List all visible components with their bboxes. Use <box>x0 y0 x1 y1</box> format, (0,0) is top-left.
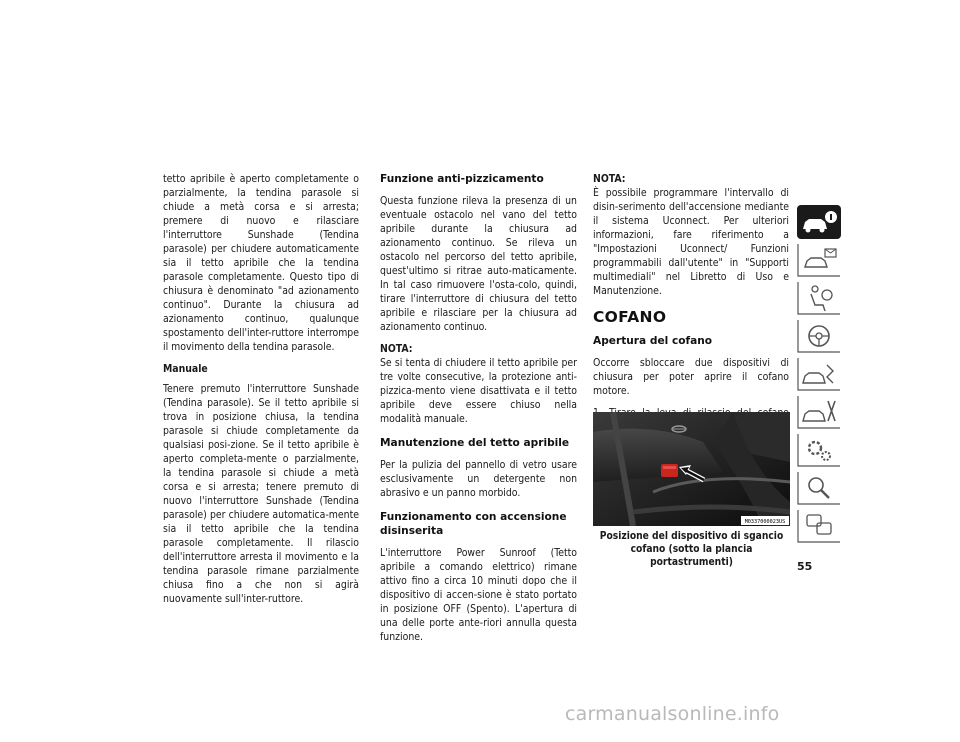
magnifier-icon <box>797 471 841 505</box>
text-column-2 <box>380 172 577 644</box>
tab-airbag-seat[interactable] <box>797 281 841 315</box>
subheading-manual: Manuale <box>163 363 208 375</box>
car-crash-icon <box>797 357 841 391</box>
note-label: NOTA: <box>380 343 413 355</box>
figure-caption: Posizione del dispositivo di sgancio cofano (sotto la plancia portastrumenti) <box>599 531 784 568</box>
heading-cofano: COFANO <box>593 308 667 326</box>
heading-hood-opening: Apertura del cofano <box>593 335 713 347</box>
note-text: È possibile programmare l'intervallo di disin-serimento dell'accensione mediante il sistema Uconnect. Per ulteriori informazioni, fare riferimento a "Impostazioni Uconnect/ Funzioni programmabili dall'utente" in "Supporti multimediali" nel Libretto di Uso e Manutenzione. <box>593 187 789 297</box>
paragraph: Tenere premuto l'interruttore Sunshade (Tendina parasole). Se il tetto apribile si trova in posizione chiusa, la tendina parasole si chiude completamente da qualsiasi posi-zione. Se il tetto apribile è aperto completa-mente o parzialmente, la tendina parasole si chiude a metà corsa e si arresta; tenere premuto di nuovo l'interruttore Sunshade (Tendina parasole) per chiudere automatica-mente sia il tetto apribile che la tendina parasole completamente. Il rilascio dell'interruttore arresta il movimento e la tendina parasole rimane parzialmente chiusa fino a che non si agirà nuovamente sull'inter-ruttore. <box>163 383 359 605</box>
car-message-icon <box>797 243 841 277</box>
tab-car-info[interactable] <box>797 205 841 239</box>
hood-release-lever <box>661 464 678 477</box>
car-tools-icon <box>797 395 841 429</box>
figure-code: M0337000023US <box>744 519 786 525</box>
tab-car-tools[interactable] <box>797 395 841 429</box>
paragraph: tetto apribile è aperto completamente o parzialmente, la tendina parasole si chiude a metà corsa e si arresta; premere di nuovo e rilasciare l'interruttore Sunshade (Tendina parasole) per chiudere automaticamente sia il tetto apribile che la tendina parasole completamente. Questo tipo di chiusura è denominato "ad azionamento continuo". Durante la chiusura ad azionamento continuo, qualunque spostamento dell'inter-ruttore interrompe il movimento della tendina parasole. <box>163 173 359 353</box>
tab-steering-wheel[interactable] <box>797 319 841 353</box>
steering-wheel-icon <box>797 319 841 353</box>
watermark: carmanualsonline.info <box>565 703 780 725</box>
tab-multilingual[interactable] <box>797 509 841 543</box>
hood-release-illustration <box>593 412 790 526</box>
paragraph: Per la pulizia del pannello di vetro usare esclusivamente un detergente non abrasivo e un panno morbido. <box>380 459 577 499</box>
paragraph: Occorre sbloccare due dispositivi di chiusura per poter aprire il cofano motore. <box>593 357 789 397</box>
hood-release-photo <box>593 412 790 526</box>
airbag-seat-icon <box>797 281 841 315</box>
note-text: Se si tenta di chiudere il tetto apribile per tre volte consecutive, la protezione anti-pizzica-mento viene disattivata e il tetto apribile deve essere chiuso nella modalità manuale. <box>380 357 577 425</box>
car-info-icon <box>797 205 841 239</box>
heading-anti-pinch: Funzione anti-pizzicamento <box>380 173 544 185</box>
heading-sunroof-maintenance: Manutenzione del tetto apribile <box>380 437 570 449</box>
multilingual-icon <box>797 509 841 543</box>
tab-car-message[interactable] <box>797 243 841 277</box>
text-column-3 <box>593 172 789 448</box>
paragraph: Questa funzione rileva la presenza di un eventuale ostacolo nel vano del tetto apribile durante la chiusura ad azionamento continuo. Se rileva un ostacolo nel percorso del tetto apribile, quest'ultimo si ritrae auto-maticamente. In tal caso rimuovere l'osta-colo, quindi, tirare l'interruttore di chiusura del tetto apribile e rilasciare per la chiusura ad azionamento continuo. <box>380 195 577 333</box>
heading-ignition-off: Funzionamento con accensione disinserita <box>380 511 567 537</box>
tab-search[interactable] <box>797 471 841 505</box>
settings-gear-icon <box>797 433 841 467</box>
chapter-tabs <box>797 205 843 547</box>
tab-settings[interactable] <box>797 433 841 467</box>
tab-car-crash[interactable] <box>797 357 841 391</box>
page-number: 55 <box>797 560 813 573</box>
paragraph: L'interruttore Power Sunroof (Tetto apribile a comando elettrico) rimane attivo fino a circa 10 minuti dopo che il dispositivo di accen-sione è stato portato in posizione OFF (Spento). L'apertura di una delle porte ante-riori annulla questa funzione. <box>380 547 577 643</box>
note-label: NOTA: <box>593 173 626 185</box>
text-column-1 <box>163 172 359 606</box>
